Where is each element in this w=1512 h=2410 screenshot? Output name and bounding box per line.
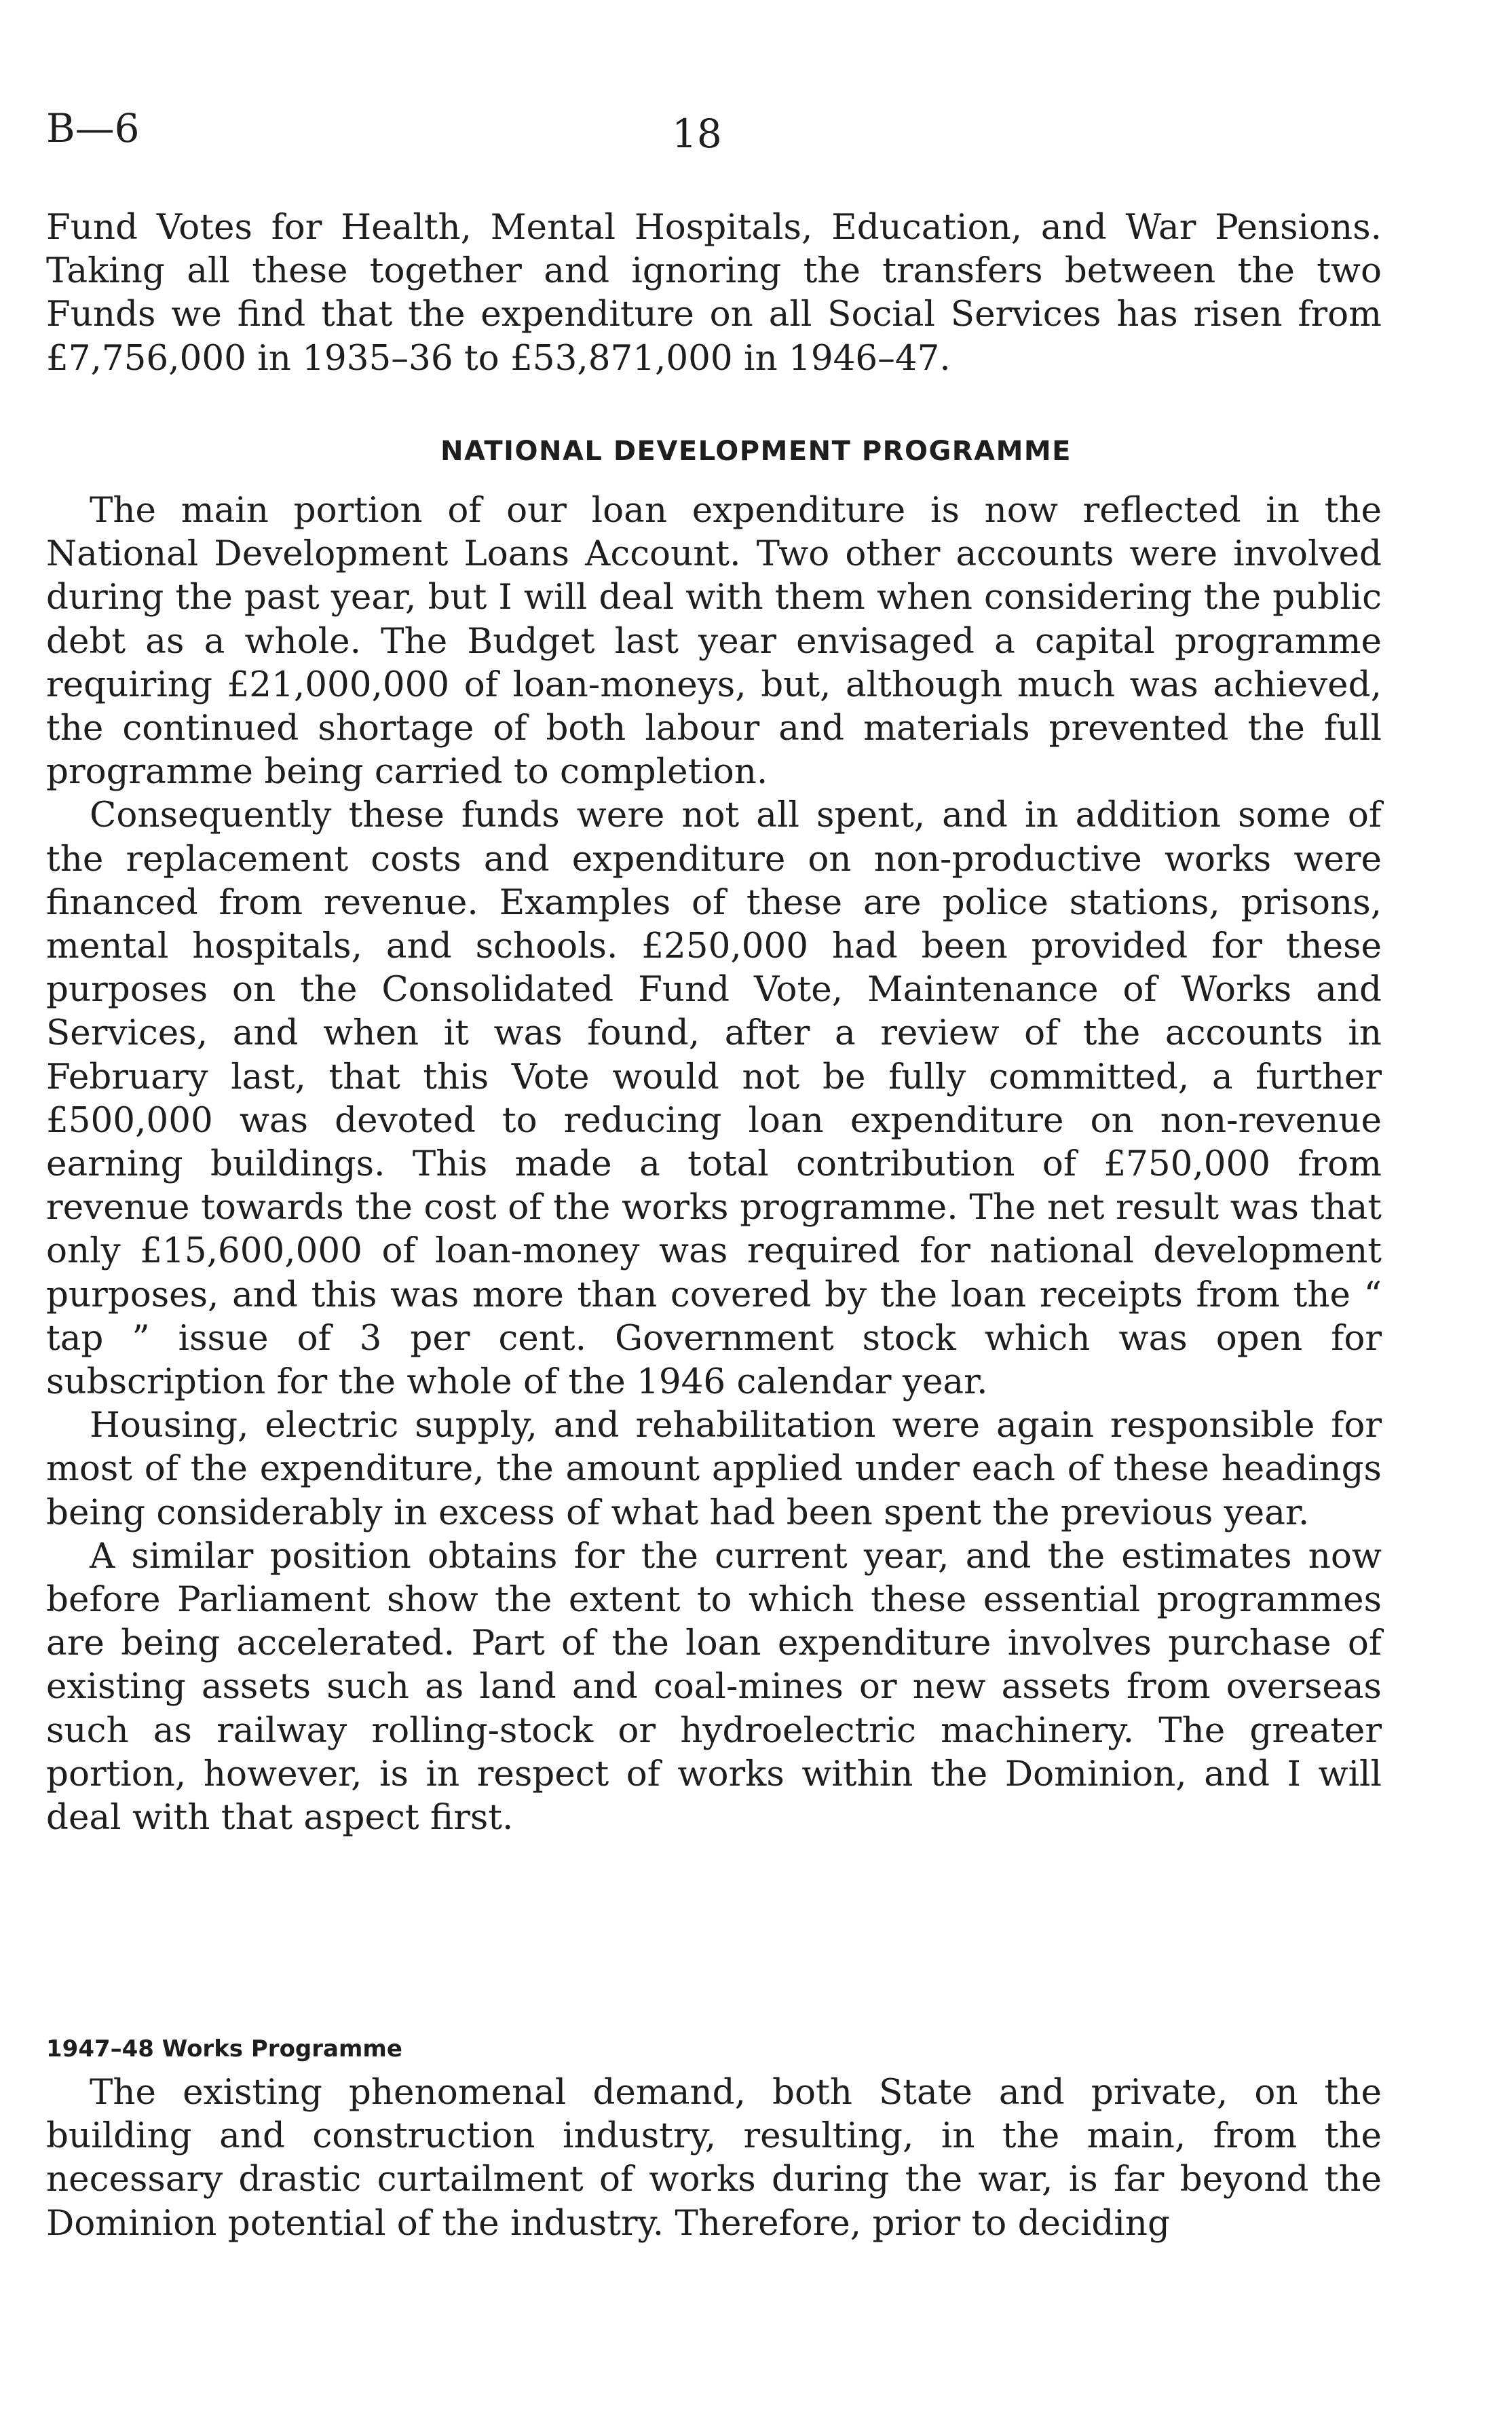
paragraph: Consequently these funds were not all spent, and in addition some of the replacement costs and expenditure on non-productive works were financed from revenue. Examples of these are police stations, prisons, mental hospitals, and schools. £250,000 had been provided for these purposes on the Consolidated Fund Vote, Maintenance of Works and Services, and when it was found, after a review of the accounts in February last, that this Vote would not be fully committed, a further £500,000 was devoted to reducing loan expenditure on non-revenue earning buildings. This made a total contribution of £750,000 from revenue towards the cost of the works programme. The net result was that only £15,600,000 of loan-money was required for national development purposes, and this was more than covered by the loan receipts from the “ tap ” issue of 3 per cent. Government stock which was open for subscription for the whole of the 1946 calendar year. (46, 795, 1382, 1403)
paragraph: The existing phenomenal demand, both State and private, on the building and construction industry, resulting, in the main, from the necessary drastic curtailment of works during the war, is far beyond the Dominion potential of the industry. Therefore, prior to deciding (46, 2072, 1382, 2244)
page-id: B—6 (46, 105, 140, 151)
paragraph: Fund Votes for Health, Mental Hospitals, Education, and War Pensions. Taking all these together and ignoring the transfers between the two Funds we find that the expenditure on all Social Services has risen from £7,756,000 in 1935–36 to £53,871,000 in 1946–47. (46, 207, 1382, 379)
paragraph: A similar position obtains for the current year, and the estimates now before Parliament show the extent to which these essential programmes are being accelerated. Part of the loan expenditure involves purchase of existing assets such as land and coal-mines or new assets from overseas such as railway rolling-stock or hydroelectric machinery. The greater portion, however, is in respect of works within the Dominion, and I will deal with that aspect first. (46, 1535, 1382, 1839)
subsection-heading: 1947–48 Works Programme (46, 2035, 402, 2063)
section-heading: NATIONAL DEVELOPMENT PROGRAMME (440, 436, 1072, 467)
opening-text (46, 206, 1382, 380)
page-number: 18 (672, 111, 722, 157)
section-text (46, 489, 1382, 1839)
subsection-text (46, 2071, 1382, 2245)
paragraph: The main portion of our loan expenditure is now reflected in the National Development Loans Account. Two other accounts were involved during the past year, but I will deal with them when considering the public debt as a whole. The Budget last year envisaged a capital programme requiring £21,000,000 of loan-moneys, but, although much was achieved, the continued shortage of both labour and materials prevented the full programme being carried to completion. (46, 490, 1382, 793)
paragraph: Housing, electric supply, and rehabilitation were again responsible for most of the expenditure, the amount applied under each of these headings being considerably in excess of what had been spent the previous year. (46, 1405, 1382, 1533)
